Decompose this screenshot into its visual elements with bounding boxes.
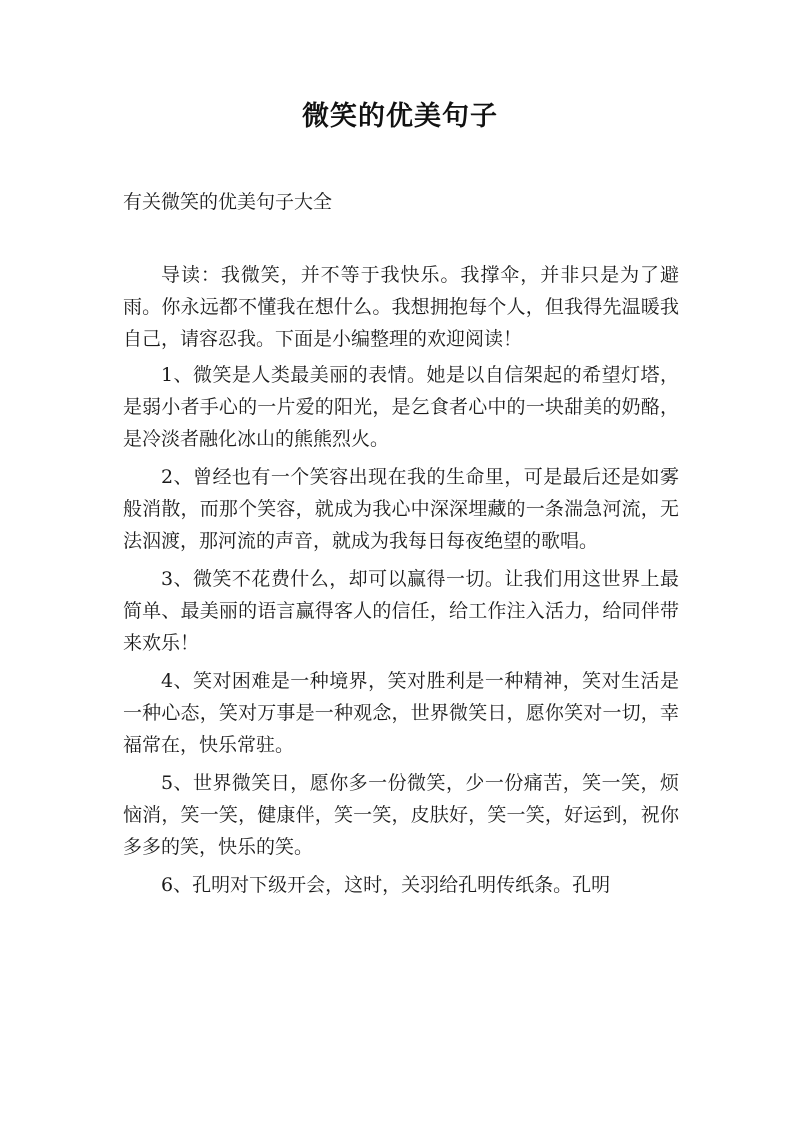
document-subtitle: 有关微笑的优美句子大全	[123, 191, 333, 213]
paragraph-item-2: 2、曾经也有一个笑容出现在我的生命里，可是最后还是如雾般消散，而那个笑容，就成为我心中深深埋藏的一条湍急河流，无法泅渡，那河流的声音，就成为我每日每夜绝望的歌唱。	[123, 466, 679, 552]
intro-paragraph: 导读：我微笑，并不等于我快乐。我撑伞，并非只是为了避雨。你永远都不懂我在想什么。我想拥抱每个人，但我得先温暖我自己，请容忍我。下面是小编整理的欢迎阅读！	[123, 264, 679, 350]
paragraph-item-6: 6、孔明对下级开会，这时，关羽给孔明传纸条。孔明	[161, 874, 611, 896]
paragraph-item-5: 5、世界微笑日，愿你多一份微笑，少一份痛苦，笑一笑，烦恼消，笑一笑，健康伴，笑一笑，皮肤好，笑一笑，好运到，祝你多多的笑，快乐的笑。	[123, 772, 679, 858]
paragraph-item-3: 3、微笑不花费什么，却可以赢得一切。让我们用这世界上最简单、最美丽的语言赢得客人的信任，给工作注入活力，给同伴带来欢乐！	[123, 568, 679, 654]
document-title: 微笑的优美句子	[302, 101, 498, 132]
paragraph-item-4: 4、笑对困难是一种境界，笑对胜利是一种精神，笑对生活是一种心态，笑对万事是一种观念，世界微笑日，愿你笑对一切，幸福常在，快乐常驻。	[123, 670, 679, 756]
document-body	[123, 259, 679, 907]
paragraph-item-1: 1、微笑是人类最美丽的表情。她是以自信架起的希望灯塔，是弱小者手心的一片爱的阳光，是乞食者心中的一块甜美的奶酪，是冷淡者融化冰山的熊熊烈火。	[123, 364, 679, 450]
